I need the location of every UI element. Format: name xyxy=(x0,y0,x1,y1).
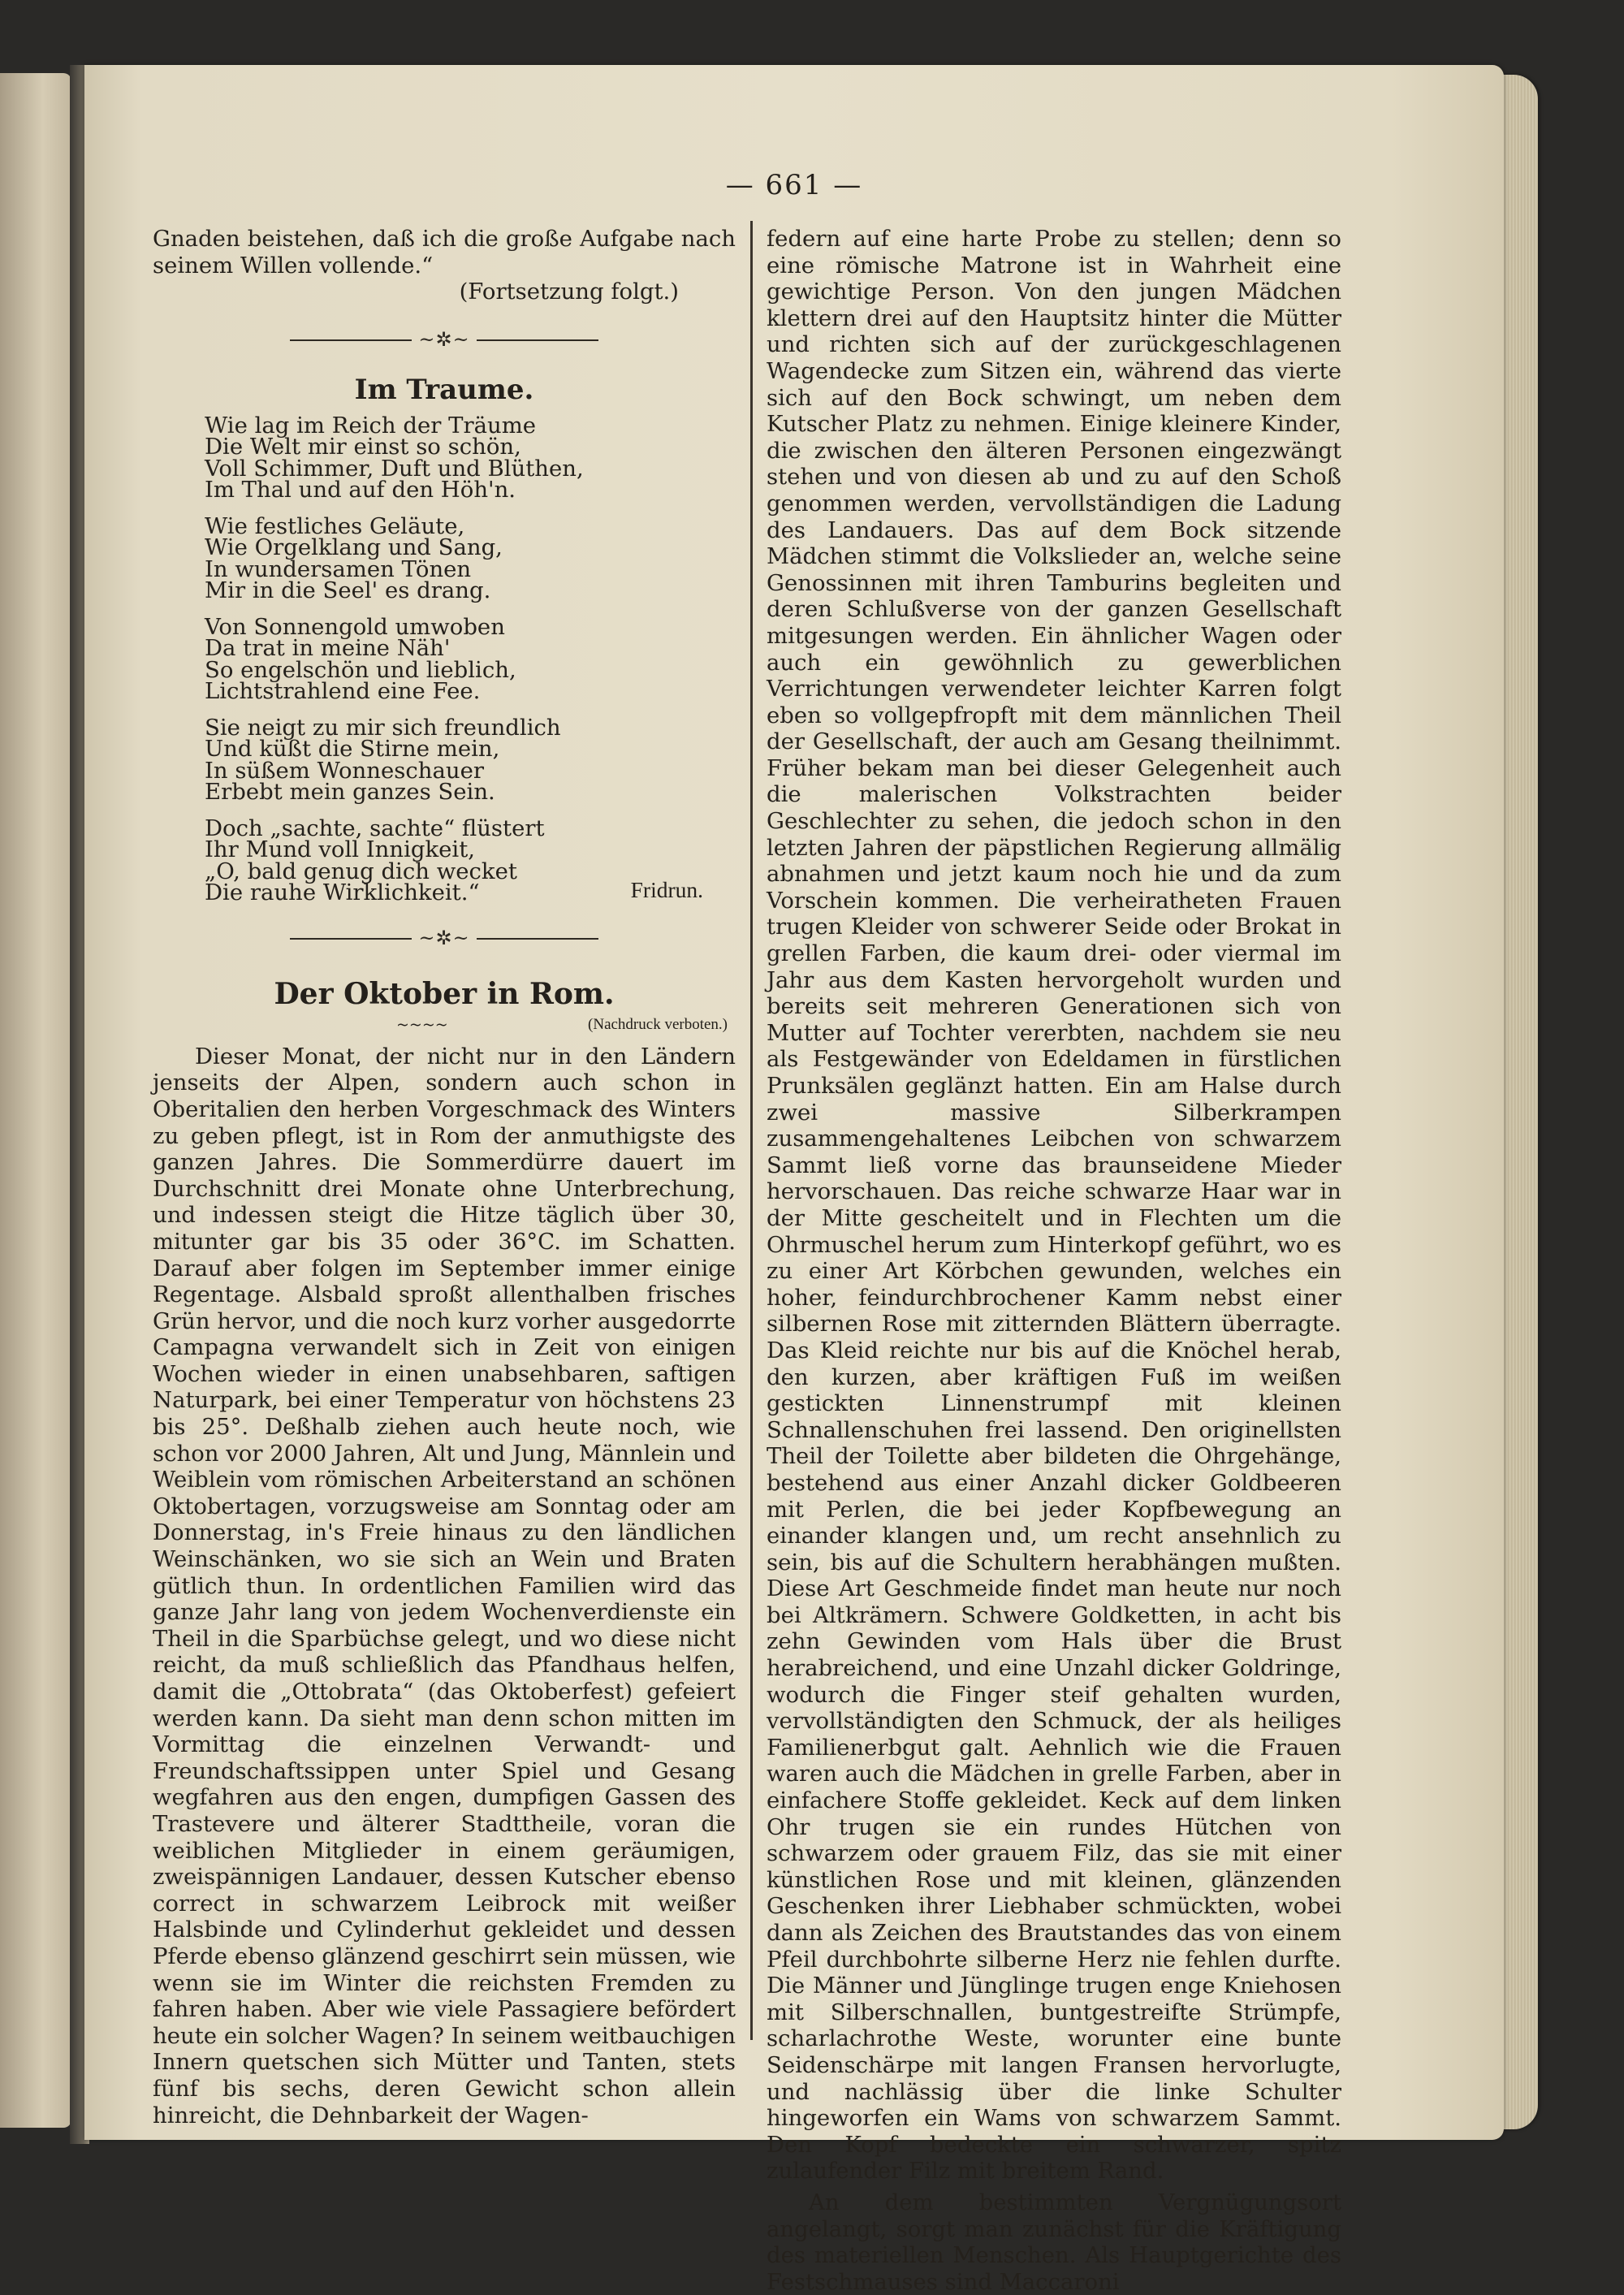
reprint-notice: (Nachdruck verboten.) xyxy=(588,1016,728,1034)
ornament-flourish: ~✲~ xyxy=(418,327,470,351)
poem-verse: Erbebt mein ganzes Sein. xyxy=(205,779,495,806)
poem-verse: Voll Schimmer, Duft und Blüthen, xyxy=(205,455,584,482)
ornament-rule-right xyxy=(477,938,598,940)
poem-verse: In wundersamen Tönen xyxy=(205,555,472,582)
column-divider xyxy=(750,221,753,2040)
poem-stanza xyxy=(205,412,736,504)
ornament-rule-left xyxy=(290,339,412,341)
article-title: Der Oktober in Rom. xyxy=(274,976,615,1011)
poem-verse: Im Thal und auf den Höh'n. xyxy=(205,477,516,504)
poem-verse: Wie festliches Geläute, xyxy=(205,512,465,539)
poem-verse: Von Sonnengold umwoben xyxy=(205,613,505,640)
poem-stanza xyxy=(205,815,736,906)
poem-stanza xyxy=(205,512,736,604)
poem-verse: Ihr Mund voll Innigkeit, xyxy=(205,836,476,863)
poem-verse: So engelschön und lieblich, xyxy=(205,656,516,683)
book-page xyxy=(84,65,1504,2295)
poem-verse: Doch „sachte, sachte“ flüstert xyxy=(205,815,545,841)
poem-verse: Wie Orgelklang und Sang, xyxy=(205,534,503,561)
poem-verse: Da trat in meine Näh' xyxy=(205,635,451,662)
poem-verse: Die Welt mir einst so schön, xyxy=(205,434,521,460)
continued-note: (Fortsetzung folgt.) xyxy=(459,279,679,305)
ornament-rule-right xyxy=(477,339,598,341)
section-ornament xyxy=(153,326,736,353)
poem-stanza xyxy=(205,714,736,806)
page-block-edges xyxy=(1501,75,1538,2129)
poem-verse: Die rauhe Wirklichkeit.“ xyxy=(205,880,480,906)
title-tilde-ornament: ~~~~ xyxy=(396,1016,448,1035)
section-ornament xyxy=(153,925,736,952)
poem-verse: In süßem Wonneschauer xyxy=(205,757,485,784)
poem-verse: Wie lag im Reich der Träume xyxy=(205,412,537,439)
previous-article-ending: Gnaden beistehen, daß ich die große Aufgabe nach seinem Willen vollende.“ xyxy=(153,226,736,279)
poem-verse: „O, bald genug dich wecket xyxy=(205,858,517,884)
right-column xyxy=(767,226,1341,2295)
left-column xyxy=(153,226,736,2129)
poem-verse: Lichtstrahlend eine Fee. xyxy=(205,678,481,705)
poem-author: Fridrun. xyxy=(630,877,703,903)
poem-verse: Und küßt die Stirne mein, xyxy=(205,736,500,763)
poem-stanza xyxy=(205,613,736,705)
article-body-text: federn auf eine harte Probe zu stellen; denn so eine römische Matrone ist in Wahrheit eine gewichtige Person. Von den jungen Mädchen klettern drei auf den Hauptsitz hinter die Mütter und richten sich auf der zurückgeschlagenen Wagendecke zum Sitzen ein, während das vierte sich auf den Bock schwingt, um neben dem Kutscher Platz zu nehmen. Einige kleinere Kinder, die zwischen den älteren Personen eingezwängt stehen und von diesen ab und zu auf den Schoß genommen werden, vervollständigen die Ladung des Landauers. Das auf dem Bock sitzende Mädchen stimmt die Volkslieder an, welche seine Genossinnen mit ihren Tamburins begleiten und deren Schlußverse von der ganzen Gesellschaft mitgesungen werden. Ein ähnlicher Wagen oder auch ein gewöhnlich zu gewerblichen Verrichtungen verwendeter leichter Karren folgt eben so vollgepfropft mit dem männlichen Theil der Gesellschaft, der auch am Gesang theilnimmt. Früher bekam man bei dieser Gelegenheit auch die malerischen Volkstrachten beider Geschlechter zu sehen, die jedoch schon in den letzten Jahren der päpstlichen Regierung allmälig abnahmen und jetzt kaum noch hie und da zum Vorschein kommen. Die verheiratheten Frauen trugen Kleider von schwerer Seide oder Brokat in grellen Farben, die kaum drei- oder viermal im Jahr aus dem Kasten hervorgeholt wurden und bereits seit mehreren Generationen sich von Mutter auf Tochter vererbten, nachdem sie neu als Festgewänder von Edeldamen in fürstlichen Prunksälen geglänzt hatten. Ein am Halse durch zwei massive Silberkrampen zusammengehaltenes Leibchen von schwarzem Sammt ließ vorne das braunseidene Mieder hervorschauen. Das reiche schwarze Haar war in der Mitte gescheitelt und in Flechten um die Ohrmuschel herum zum Hinterkopf geführt, wo es zu einer Art Körbchen gewunden, welches ein hoher, feindurchbrochener Kamm nebst einer silbernen Rose mit zitternden Blättern überragte. Das Kleid reichte nur bis auf die Knöchel herab, den kurzen, aber kräftigen Fuß im weißen gestickten Linnenstrumpf mit kleinen Schnallenschuhen frei lassend. Den originellsten Theil der Toilette aber bildeten die Ohrgehänge, bestehend aus einer Anzahl dicker Goldbeeren mit Perlen, die bei jeder Kopfbewegung an einander klangen und, um recht ansehnlich zu sein, bis auf die Schultern herabhängen mußten. Diese Art Geschmeide findet man heute nur noch bei Altkrämern. Schwere Goldketten, in acht bis zehn Gewinden vom Hals über die Brust herabreichend, und eine Unzahl dicker Goldringe, wodurch die Finger steif gehalten wurden, vervollständigten den Schmuck, der als heiliges Familienerbgut galt. Aehnlich wie die Frauen waren auch die Mädchen in grelle Farben, aber in einfachere Stoffe gekleidet. Keck auf dem linken Ohr trugen sie ein rundes Hütchen von schwarzem oder grauem Filz, das sie mit einer künstlichen Rose und mit kleinen, glänzenden Geschenken ihrer Liebhaber schmückten, wobei dann als Zeichen des Brautstandes das von einem Pfeil durchbohrte silberne Herz nie fehlen durfte. Die Männer und Jünglinge trugen enge Kniehosen mit Silberschnallen, buntgestreifte Strümpfe, scharlachrothe Weste, worunter eine bunte Seidenschärpe mit langen Fransen hervorlugte, und nachlässig über die linke Schulter hingeworfen ein Wams von schwarzem Sammt. Den Kopf bedeckte ein schwarzer, spitz zulaufender Filz mit breitem Rand. xyxy=(767,226,1341,2185)
article-body-text: Dieser Monat, der nicht nur in den Ländern jenseits der Alpen, sondern auch schon in Oberitalien den herben Vorgeschmack des Winters zu geben pflegt, ist in Rom der anmuthigste des ganzen Jahres. Die Sommerdürre dauert im Durchschnitt drei Monate ohne Unterbrechung, und indessen steigt die Hitze täglich über 30, mitunter gar bis 35 oder 36°C. im Schatten. Darauf aber folgen im September immer einige Regentage. Alsbald sproßt allenthalben frisches Grün hervor, und die noch kurz vorher ausgedorrte Campagna verwandelt sich in Zeit von einigen Wochen wieder in einen unabsehbaren, saftigen Naturpark, bei einer Temperatur von höchstens 23 bis 25°. Deßhalb ziehen auch heute noch, wie schon vor 2000 Jahren, Alt und Jung, Männlein und Weiblein vom römischen Arbeiterstand an schönen Oktobertagen, vorzugsweise am Sonntag oder am Donnerstag, in's Freie hinaus zu den ländlichen Weinschänken, wo sie sich an Wein und Braten gütlich thun. In ordentlichen Familien wird das ganze Jahr lang von jedem Wochenverdienste ein Theil in die Sparbüchse gelegt, und wo diese nicht reicht, da muß schließlich das Pfandhaus helfen, damit die „Ottobrata“ (das Oktoberfest) gefeiert werden kann. Da sieht man denn schon mitten im Vormittag die einzelnen Verwandt- und Freundschaftssippen unter Spiel und Gesang wegfahren aus den engen, dumpfigen Gassen des Trastevere und älterer Stadttheile, voran die weiblichen Mitglieder in einem geräumigen, zweispännigen Landauer, dessen Kutscher ebenso correct in schwarzem Leibrock mit weißer Halsbinde und Cylinderhut gekleidet und dessen Pferde ebenso glänzend geschirrt sein müssen, wie wenn sie im Winter die reichsten Fremden zu fahren haben. Aber wie viele Passagiere befördert heute ein solcher Wagen? In seinem weitbauchigen Innern quetschen sich Mütter und Tanten, stets fünf bis sechs, deren Gewicht schon allein hinreicht, die Dehnbarkeit der Wagen- xyxy=(153,1043,736,2129)
poem-verse: Sie neigt zu mir sich freundlich xyxy=(205,714,561,741)
article-subheader xyxy=(153,1012,736,1039)
poem-title: Im Traume. xyxy=(354,374,534,407)
poem-verse: Mir in die Seel' es drang. xyxy=(205,577,491,604)
article-body-text: An dem bestimmten Vergnügungsort angelangt, sorgt man zunächst für die Kräftigung des materiellen Menschen. Als Hauptgerichte des Festschmauses sind Maccaroni xyxy=(767,2189,1341,2295)
page-number: — 661 — xyxy=(725,169,863,201)
ornament-flourish: ~✲~ xyxy=(418,926,470,949)
previous-page-edge xyxy=(0,73,71,2128)
ornament-rule-left xyxy=(290,938,412,940)
